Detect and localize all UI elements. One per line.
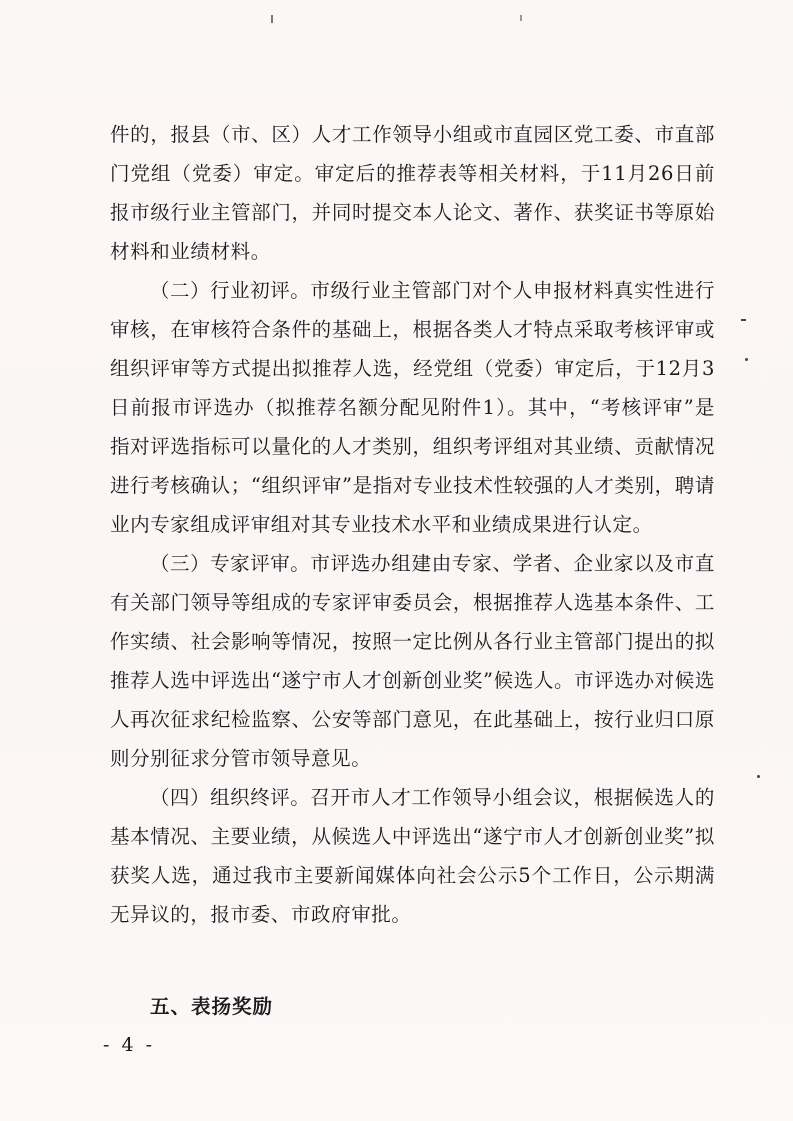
paragraph-industry-review	[110, 271, 715, 544]
section-heading: 五、表扬奖励	[150, 995, 274, 1018]
section-lead: （四）组织终评。	[150, 786, 311, 809]
scan-speck	[757, 775, 760, 778]
section-lead: （三）专家评审。	[150, 552, 311, 575]
scan-speck	[520, 15, 522, 21]
section-text: 召开市人才工作领导小组会议，根据候选人的基本情况、主要业绩，从候选人中评选出“遂宁市人才创新创业奖”拟获奖人选，通过我市主要新闻媒体向社会公示5个工作日，公示期满无异议的，报市委、市政府审批。	[110, 786, 715, 926]
section-text: 市级行业主管部门对个人申报材料真实性进行审核，在审核符合条件的基础上，根据各类人才特点采取考核评审或组织评审等方式提出拟推荐人选，经党组（党委）审定后，于12月3日前报市评选办（拟推荐名额分配见附件1）。其中，“考核评审”是指对评选指标可以量化的人才类别，组织考评组对其业绩、贡献情况进行考核确认；“组织评审”是指对专业技术性较强的人才类别，聘请业内专家组成评审组对其专业技术水平和业绩成果进行认定。	[110, 279, 715, 536]
paragraph-continued: 件的，报县（市、区）人才工作领导小组或市直园区党工委、市直部门党组（党委）审定。审定后的推荐表等相关材料，于11月26日前报市级行业主管部门，并同时提交本人论文、著作、获奖证书等原始材料和业绩材料。	[110, 123, 715, 263]
scan-speck	[271, 15, 273, 23]
page-number: - 4 -	[103, 1034, 156, 1056]
body-text	[110, 115, 715, 934]
section-lead: （二）行业初评。	[150, 279, 311, 302]
paragraph-expert-review	[110, 544, 715, 778]
scan-speck	[741, 319, 746, 321]
paragraph-final-review	[110, 778, 715, 934]
scan-speck	[745, 358, 748, 361]
section-text: 市评选办组建由专家、学者、企业家以及市直有关部门领导等组成的专家评审委员会，根据推荐人选基本条件、工作实绩、社会影响等情况，按照一定比例从各行业主管部门提出的拟推荐人选中评选出“遂宁市人才创新创业奖”候选人。市评选办对候选人再次征求纪检监察、公安等部门意见，在此基础上，按行业归口原则分别征求分管市领导意见。	[110, 552, 715, 770]
